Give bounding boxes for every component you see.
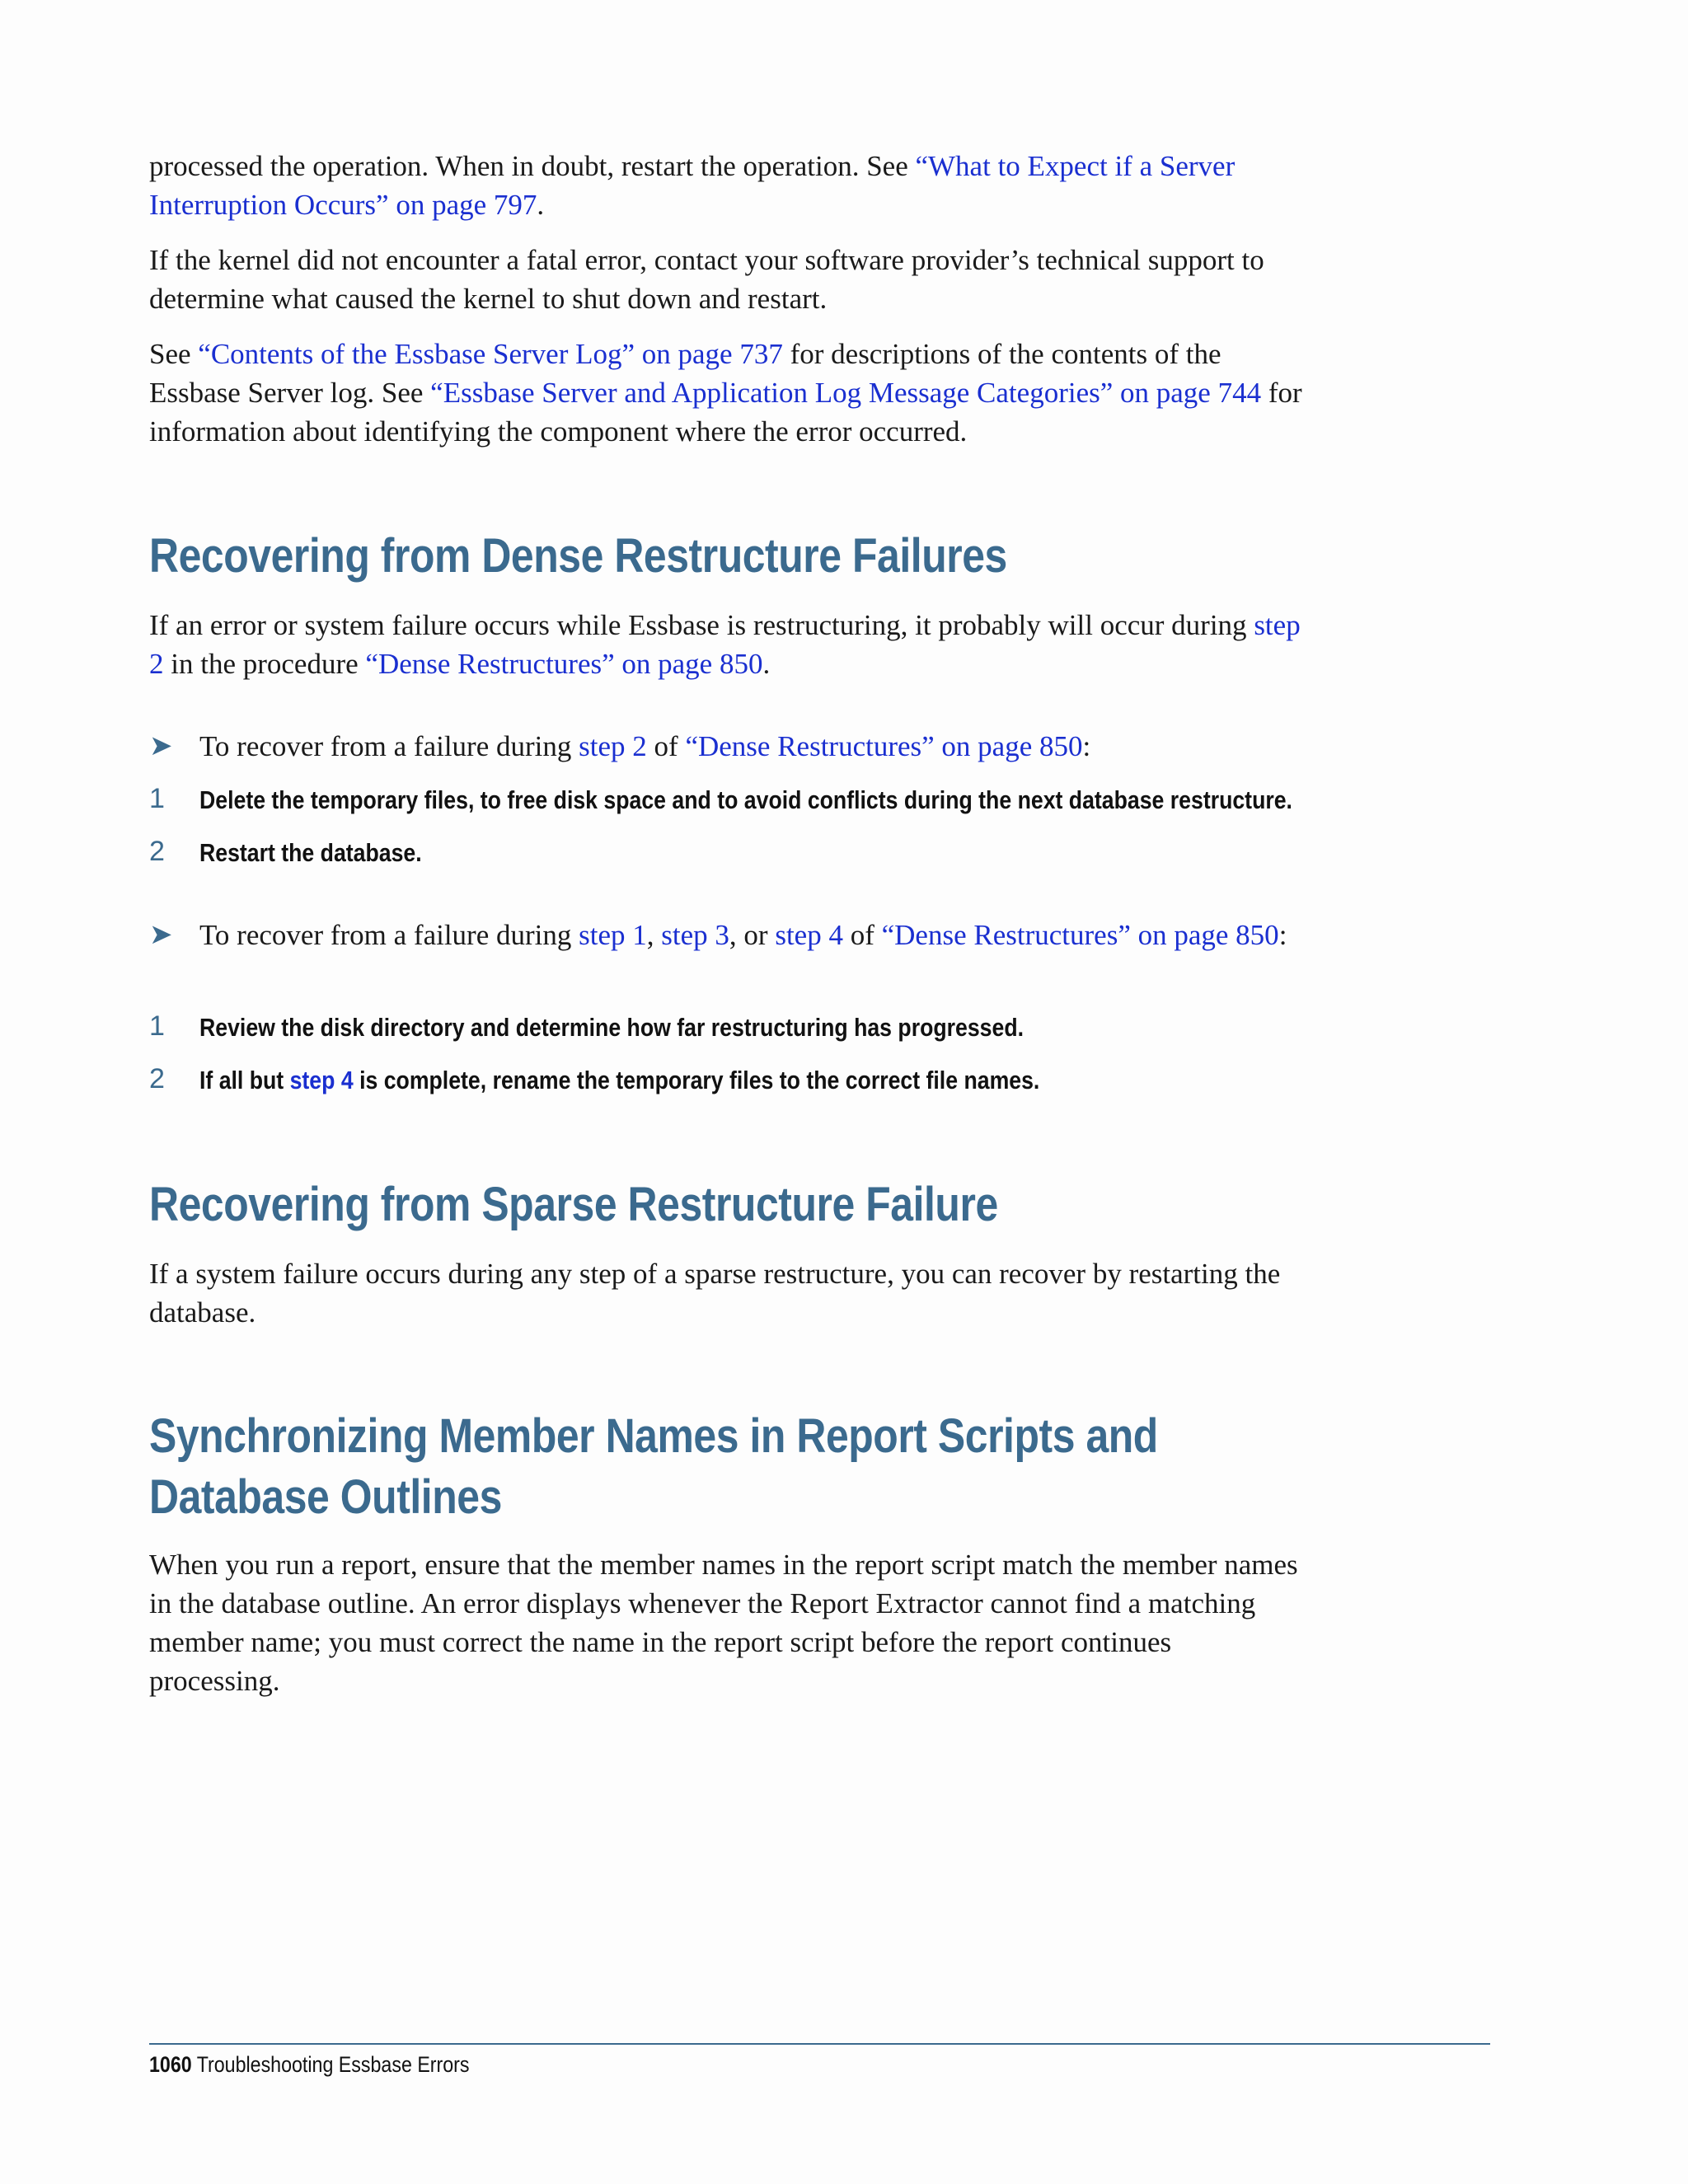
link-dense-restructures[interactable]: “Dense Restructures” on page 850 [365, 648, 763, 680]
step-text: Restart the database. [199, 838, 422, 867]
procedure-intro-1 [149, 727, 1303, 766]
proc1-b: of [646, 730, 686, 762]
intro-p3-a: See [149, 338, 199, 370]
procedure-intro-2 [149, 916, 1303, 954]
intro-paragraph-3 [149, 335, 1303, 451]
heading-dense-restructure-failures: Recovering from Dense Restructure Failures [149, 529, 1007, 583]
proc2-b: , [646, 919, 662, 951]
heading-sparse-restructure-failure: Recovering from Sparse Restructure Failure [149, 1178, 998, 1231]
proc1-c: : [1082, 730, 1091, 762]
step-number: 2 [149, 836, 165, 867]
step-number: 1 [149, 783, 165, 814]
footer-divider [149, 2043, 1490, 2045]
proc2-d: of [842, 919, 882, 951]
link-step-2[interactable]: step 2 [149, 609, 1301, 680]
step-number: 1 [149, 1010, 165, 1042]
sync-paragraph: When you run a report, ensure that the member names in the report script match the member names in the database outline. An error displays whenever the Report Extractor cannot find a matching member name; you must correct the name in the report script before the report continues processing. [149, 1549, 1298, 1697]
page-number: 1060 [149, 2052, 192, 2077]
intro-paragraph-1 [149, 147, 1303, 224]
sparse-paragraph: If a system failure occurs during any step of a sparse restructure, you can recover by restarting the database. [149, 1258, 1281, 1329]
step-text: Delete the temporary files, to free disk space and to avoid conflicts during the next database restructure. [199, 785, 1292, 814]
link-dense-restructures[interactable]: “Dense Restructures” on page 850 [685, 730, 1083, 762]
link-server-interruption[interactable]: “What to Expect if a Server Interruption Occurs” on page 797 [149, 150, 1236, 221]
link-essbase-server-log[interactable]: “Contents of the Essbase Server Log” on page 737 [198, 338, 783, 370]
step-text [199, 1064, 1039, 1097]
link-step-4[interactable]: step 4 [289, 1066, 354, 1094]
link-step-2[interactable]: step 2 [579, 730, 647, 762]
procedure-2-text [199, 916, 1287, 954]
step2-a: If all but [199, 1066, 290, 1094]
step-text: Review the disk directory and determine how far restructuring has progressed. [199, 1013, 1025, 1042]
procedure-1-text [199, 727, 1303, 766]
intro-p1-text: processed the operation. When in doubt, restart the operation. See [149, 150, 916, 182]
heading-line-2: Database Outlines [149, 1470, 502, 1524]
dense-para-c: . [762, 648, 771, 680]
intro-p3-c: for information about identifying the component where the error occurred. [149, 377, 1302, 448]
procedure-arrow-icon: ➤ [149, 729, 173, 762]
intro-p3-b: for descriptions of the contents of the Essbase Server log. See [149, 338, 1221, 409]
dense-para-b: in the procedure [163, 648, 366, 680]
chapter-title: Troubleshooting Essbase Errors [196, 2052, 470, 2077]
step-number: 2 [149, 1063, 165, 1094]
link-log-message-categories[interactable]: “Essbase Server and Application Log Message Categories” on page 744 [430, 377, 1262, 409]
dense-paragraph [149, 606, 1303, 683]
proc2-e: : [1278, 919, 1287, 951]
heading-line-1: Synchronizing Member Names in Report Scripts and [149, 1409, 1158, 1463]
link-step-1[interactable]: step 1 [579, 919, 647, 951]
proc1-a: To recover from a failure during [199, 730, 579, 762]
link-step-4[interactable]: step 4 [775, 919, 843, 951]
intro-paragraph-2: If the kernel did not encounter a fatal error, contact your software provider’s technical support to determine what caused the kernel to shut down and restart. [149, 244, 1264, 315]
link-step-3[interactable]: step 3 [661, 919, 729, 951]
dense-para-a: If an error or system failure occurs while Essbase is restructuring, it probably will occur during [149, 609, 1254, 641]
heading-synchronizing-member-names [149, 1406, 1212, 1528]
intro-p1-end: . [537, 189, 545, 221]
proc2-a: To recover from a failure during [199, 919, 579, 951]
step2-b: is complete, rename the temporary files to the correct file names. [353, 1066, 1040, 1094]
link-dense-restructures[interactable]: “Dense Restructures” on page 850 [881, 919, 1279, 951]
proc2-c: , or [729, 919, 776, 951]
procedure-arrow-icon: ➤ [149, 918, 173, 951]
page-footer [149, 2050, 470, 2079]
